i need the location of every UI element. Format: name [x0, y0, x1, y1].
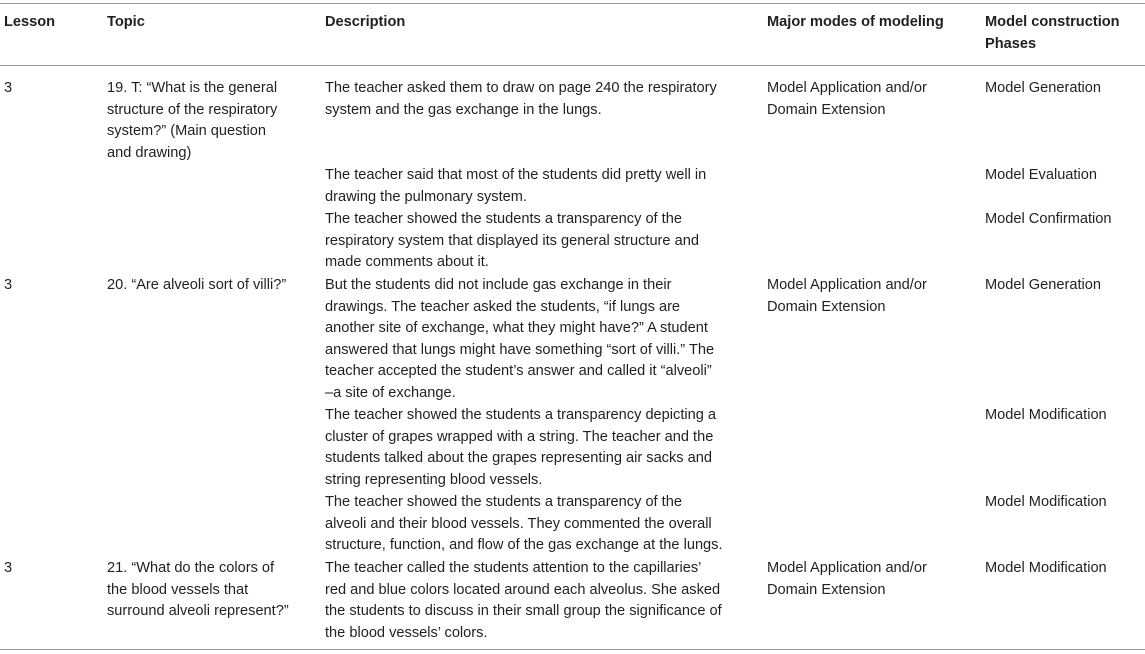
row-description	[325, 165, 706, 208]
description-line: the blood vessels’ colors.	[325, 624, 488, 641]
description-line: The teacher asked them to draw on page 240 the respiratory	[325, 80, 717, 96]
topic-line: structure of the respiratory	[107, 101, 278, 118]
header-modes: Major modes of modeling	[767, 14, 944, 30]
modes-line: Domain Extension	[767, 101, 886, 118]
description-line: structure, function, and flow of the gas exchange at the lungs.	[325, 537, 723, 553]
topic-line: 20. “Are alveoli sort of villi?”	[107, 277, 287, 293]
header-phases-line: Phases	[985, 35, 1037, 52]
row-topic	[107, 78, 277, 164]
topic-line: the blood vessels that	[107, 581, 249, 598]
header-phases	[985, 12, 1120, 55]
row-topic	[107, 275, 286, 297]
row-description	[325, 492, 723, 557]
row-phase: Model Modification	[985, 560, 1107, 576]
row-phase: Model Modification	[985, 407, 1107, 423]
description-line: answered that lungs might have something “sort of villi.” The	[325, 341, 715, 358]
description-line: the students to discuss in their small group the significance of	[325, 603, 722, 619]
description-line: students talked about the grapes representing air sacks and	[325, 450, 712, 466]
description-line: drawings. The teacher asked the students, “if lungs are	[325, 298, 681, 315]
modes-line: Model Application and/or	[767, 560, 927, 576]
topic-line: 19. T: “What is the general	[107, 80, 278, 96]
row-modes	[767, 558, 927, 601]
description-line: made comments about it.	[325, 254, 489, 270]
description-line: respiratory system that displayed its general structure and	[325, 232, 699, 249]
row-lesson: 3	[4, 80, 13, 96]
modes-line: Model Application and/or	[767, 277, 927, 293]
header-lesson: Lesson	[4, 14, 56, 30]
table-bottom-rule	[0, 649, 1145, 650]
description-line: alveoli and their blood vessels. They commented the overall	[325, 515, 712, 532]
description-line: drawing the pulmonary system.	[325, 188, 527, 205]
description-line: The teacher said that most of the students did pretty well in	[325, 167, 707, 183]
description-line: The teacher showed the students a transparency of the	[325, 494, 682, 510]
modes-line: Model Application and/or	[767, 80, 927, 96]
description-line: cluster of grapes wrapped with a string. The teacher and the	[325, 428, 714, 445]
description-line: The teacher showed the students a transparency of the	[325, 211, 682, 227]
description-line: system and the gas exchange in the lungs.	[325, 101, 602, 118]
row-description	[325, 558, 722, 644]
row-phase: Model Generation	[985, 80, 1102, 96]
description-line: The teacher called the students attention to the capillaries’	[325, 560, 702, 576]
description-line: But the students did not include gas exchange in their	[325, 277, 672, 293]
modes-line: Domain Extension	[767, 581, 886, 598]
table-top-rule	[0, 3, 1145, 4]
row-description	[325, 209, 699, 274]
topic-line: system?” (Main question	[107, 123, 266, 139]
header-description: Description	[325, 14, 406, 30]
header-rule	[0, 65, 1145, 66]
description-line: The teacher showed the students a transparency depicting a	[325, 407, 717, 423]
row-description	[325, 275, 714, 404]
row-phase: Model Generation	[985, 277, 1102, 293]
row-description	[325, 405, 716, 491]
row-lesson: 3	[4, 560, 13, 576]
topic-line: surround alveoli represent?”	[107, 603, 289, 619]
modes-line: Domain Extension	[767, 298, 886, 315]
row-phase: Model Evaluation	[985, 167, 1097, 183]
row-lesson: 3	[4, 277, 13, 293]
header-topic: Topic	[107, 14, 145, 30]
row-topic	[107, 558, 289, 623]
topic-line: 21. “What do the colors of	[107, 560, 275, 576]
row-phase: Model Modification	[985, 494, 1107, 510]
description-line: another site of exchange, what they might have?” A student	[325, 320, 708, 336]
row-description	[325, 78, 717, 121]
description-line: string representing blood vessels.	[325, 471, 543, 488]
description-line: red and blue colors located around each alveolus. She asked	[325, 581, 721, 598]
topic-line: and drawing)	[107, 144, 192, 161]
description-line: teacher accepted the student’s answer and called it “alveoli”	[325, 363, 712, 379]
row-phase: Model Confirmation	[985, 211, 1112, 227]
row-modes	[767, 78, 927, 121]
row-modes	[767, 275, 927, 318]
header-phases-line: Model construction	[985, 14, 1120, 30]
description-line: –a site of exchange.	[325, 384, 456, 401]
